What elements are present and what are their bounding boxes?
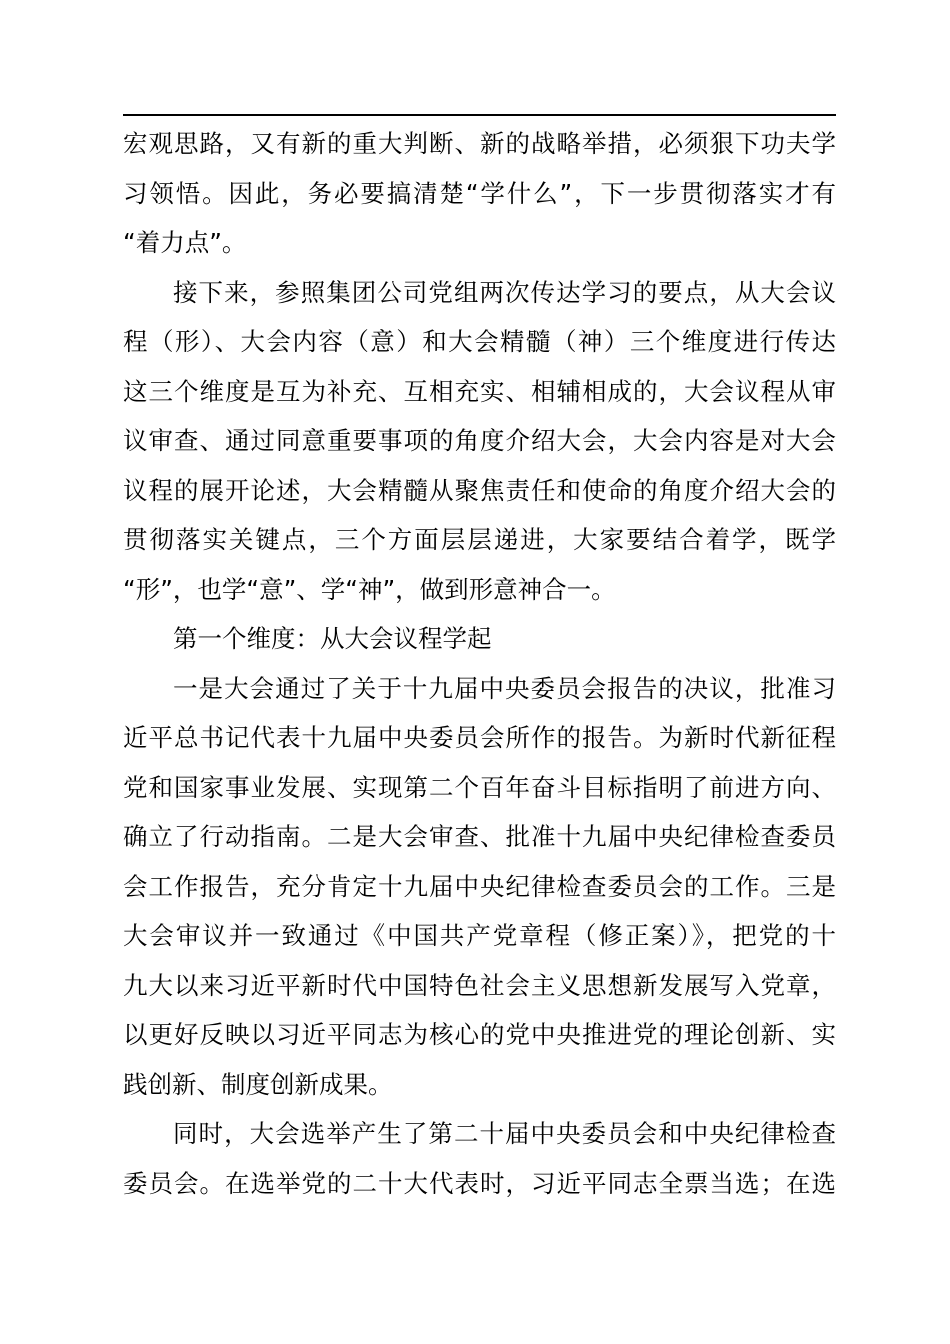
text-line: 践创新、制度创新成果。: [123, 1069, 393, 1099]
text-line: 程（形）、大会内容（意）和大会精髓（神）三个维度进行传达: [123, 327, 836, 356]
text-line: 这三个维度是互为补充、互相充实、相辅相成的，大会议程从审: [123, 376, 836, 406]
text-line: 以更好反映以习近平同志为核心的党中央推进党的理论创新、实: [123, 1020, 836, 1049]
text-line: 接下来，参照集团公司党组两次传达学习的要点，从大会议: [173, 277, 836, 307]
text-line: 贯彻落实关键点，三个方面层层递进，大家要结合着学，既学: [123, 525, 836, 554]
text-line: 议程的展开论述，大会精髓从聚焦责任和使命的角度介绍大会的: [123, 475, 836, 505]
text-line: 近平总书记代表十九届中央委员会所作的报告。为新时代新征程: [123, 723, 836, 752]
text-line: 大会审议并一致通过《中国共产党章程（修正案）》，把党的十: [123, 921, 836, 950]
text-line: 宏观思路，又有新的重大判断、新的战略举措，必须狠下功夫学: [123, 129, 836, 158]
header-rule: [123, 114, 836, 116]
text-line: “形”，也学“意”、学“神”，做到形意神合一。: [123, 574, 616, 604]
text-line: 习领悟。因此，务必要搞清楚“学什么”，下一步贯彻落实才有: [123, 178, 836, 208]
text-line: 同时，大会选举产生了第二十届中央委员会和中央纪律检查: [173, 1119, 836, 1148]
text-line: 委员会。在选举党的二十大代表时，习近平同志全票当选；在选: [123, 1168, 836, 1198]
text-line: 一是大会通过了关于十九届中央委员会报告的决议，批准习: [173, 673, 836, 703]
text-line: 会工作报告，充分肯定十九届中央纪律检查委员会的工作。三是: [123, 871, 836, 901]
body-text: [123, 119, 836, 1208]
text-line: 确立了行动指南。二是大会审查、批准十九届中央纪律检查委员: [123, 822, 836, 851]
text-line: 议审查、通过同意重要事项的角度介绍大会，大会内容是对大会: [123, 426, 836, 455]
section-heading: 第一个维度：从大会议程学起: [173, 624, 492, 653]
text-line: 党和国家事业发展、实现第二个百年奋斗目标指明了前进方向、: [123, 772, 836, 802]
text-line: “着力点”。: [123, 228, 247, 257]
text-line: 九大以来习近平新时代中国特色社会主义思想新发展写入党章，: [123, 970, 836, 1000]
